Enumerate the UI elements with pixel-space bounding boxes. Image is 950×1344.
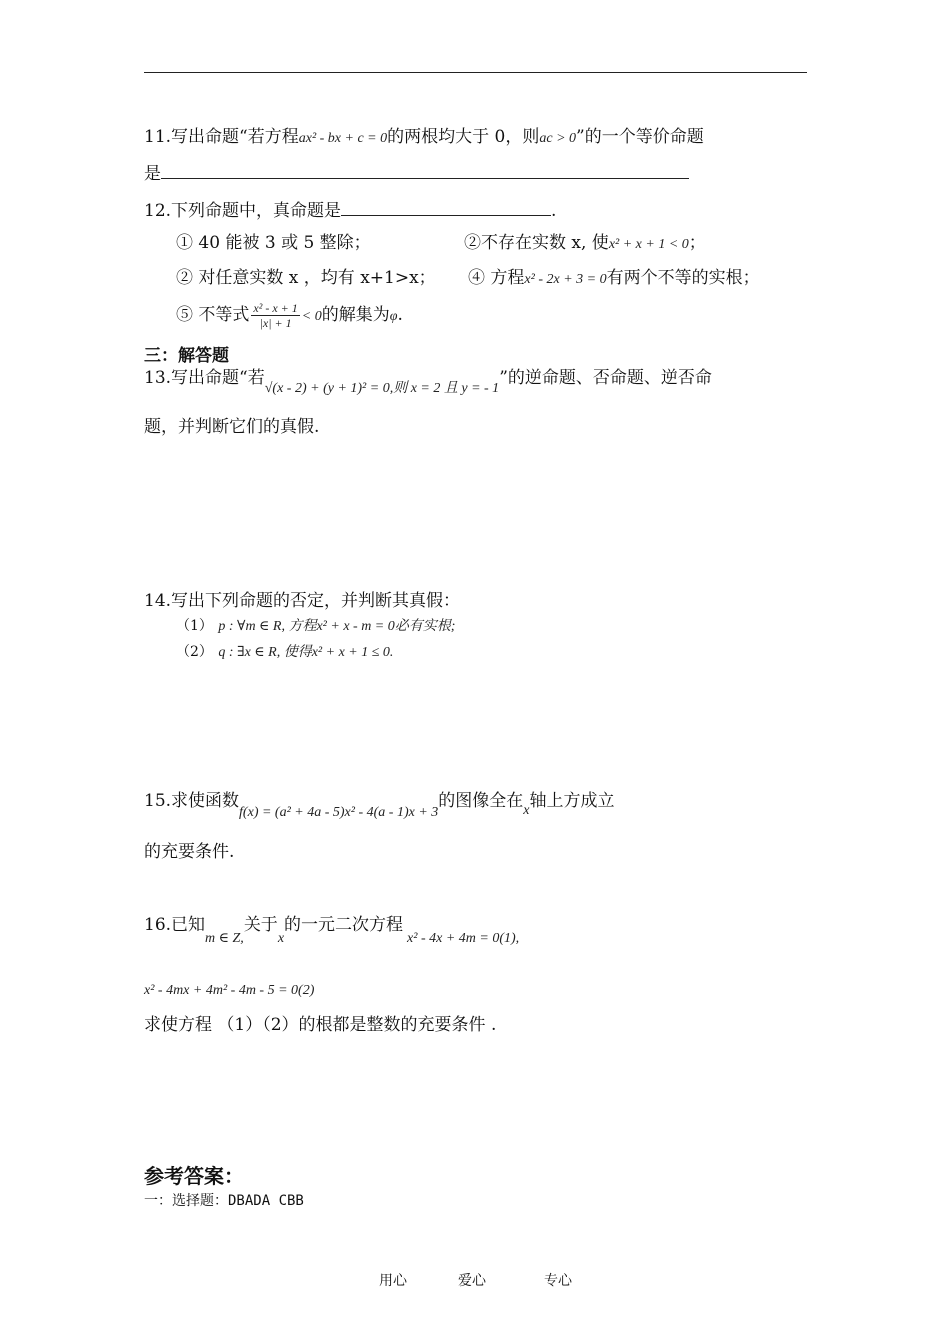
question-11-line-1 xyxy=(144,126,704,150)
q12-item-5-denominator: |x| + 1 xyxy=(259,316,292,330)
q16-text-a: 16.已知 xyxy=(144,915,206,935)
q12-stem-end: . xyxy=(551,201,557,221)
q12-item-3-text: ② 对任意实数 x ，均有 x+1>x； xyxy=(176,268,436,288)
q14-part-1-formula: p : ∀m ∈ R, 方程x² + x - m = 0必有实根; xyxy=(218,619,456,634)
header-rule xyxy=(144,72,807,73)
q12-item-5-end: . xyxy=(397,305,403,325)
question-16-line-3 xyxy=(144,1014,496,1036)
q11-text-c: ”的一个等价命题 xyxy=(576,127,704,147)
q14-part-1-label: （1） xyxy=(176,618,213,634)
q14-part-2-label: （2） xyxy=(176,644,213,660)
footer-text-2: 爱心 xyxy=(458,1273,486,1289)
q16-equation-1: x² - 4x + 4m = 0(1), xyxy=(407,931,520,946)
q12-item-5-empty-set: φ xyxy=(389,309,398,324)
q12-item-2-equation: x² + x + 1 < 0 xyxy=(608,237,689,252)
q13-text-b: ”的逆命题、否命题、逆否命 xyxy=(499,368,712,388)
question-12-stem xyxy=(144,199,556,222)
question-13-line-2 xyxy=(144,416,319,438)
q11-answer-blank[interactable] xyxy=(161,162,689,179)
q12-item-5-relation: < 0 xyxy=(301,309,322,324)
question-13-line-1 xyxy=(144,367,712,396)
q15-axis-variable: x xyxy=(523,803,530,818)
question-15-line-2 xyxy=(144,841,234,863)
q12-item-5-text: ⑤ 不等式 xyxy=(176,305,250,325)
q15-text-c: 轴上方成立 xyxy=(529,791,615,811)
q13-text-a: 13.写出命题“若 xyxy=(144,368,265,388)
answers-title: 参考答案： xyxy=(144,1164,244,1188)
q12-item-4-end: 有两个不等的实根； xyxy=(606,268,760,288)
q12-item-4 xyxy=(468,267,760,291)
q16-text-d: 求使方程 （1）（2）的根都是整数的充要条件 . xyxy=(144,1015,497,1035)
q12-item-1-text: ① 40 能被 3 或 5 整除； xyxy=(176,233,371,253)
question-16-line-2 xyxy=(144,978,314,1002)
section-3-heading: 三：解答题 xyxy=(144,346,229,366)
q14-part-1 xyxy=(176,614,455,638)
q14-stem-text: 14.写出下列命题的否定，并判断其真假： xyxy=(144,591,461,611)
q16-equation-2: x² - 4mx + 4m² - 4m - 5 = 0(2) xyxy=(144,983,315,998)
q14-part-2-formula: q : ∃x ∈ R, 使得x² + x + 1 ≤ 0. xyxy=(218,645,394,660)
q16-text-b: 关于 xyxy=(243,915,278,935)
q12-item-5-numerator: x² - x + 1 xyxy=(253,301,298,315)
q12-item-4-text: ④ 方程 xyxy=(468,268,525,288)
q15-text-a: 15.求使函数 xyxy=(144,791,240,811)
q11-equation: ax² - bx + c = 0 xyxy=(298,131,388,146)
q15-equation: f(x) = (a² + 4a - 5)x² - 4(a - 1)x + 3 xyxy=(239,805,439,820)
q11-text-a: 11.写出命题“若方程 xyxy=(144,127,299,147)
q12-item-1 xyxy=(176,232,371,254)
q12-answer-blank[interactable] xyxy=(341,199,551,216)
q12-item-2-text: ②不存在实数 x, 使 xyxy=(464,233,609,253)
question-11-line-2 xyxy=(144,162,689,185)
q12-item-4-equation: x² - 2x + 3 = 0 xyxy=(524,272,607,287)
q12-item-5-fraction xyxy=(251,301,299,330)
q13-equation: √(x - 2) + (y + 1)² = 0,则 x = 2 且 y = - 1 xyxy=(264,381,500,396)
q16-m-domain: m ∈ Z, xyxy=(205,931,244,946)
q12-item-3 xyxy=(176,267,436,289)
q14-part-2 xyxy=(176,640,393,664)
q12-item-2-end: ； xyxy=(688,233,706,253)
q12-item-2 xyxy=(464,232,706,256)
q16-text-c: 的一元二次方程 xyxy=(284,915,404,935)
q12-item-5 xyxy=(176,297,403,335)
q11-text-d: 是 xyxy=(144,164,161,184)
q12-item-5-text-b: 的解集为 xyxy=(321,305,390,325)
question-14-stem xyxy=(144,590,460,612)
footer-text-3: 专心 xyxy=(544,1273,572,1289)
q15-text-d: 的充要条件. xyxy=(144,842,235,862)
q11-text-b: 的两根均大于 0，则 xyxy=(387,127,540,147)
q13-text-c: 题，并判断它们的真假. xyxy=(144,417,320,437)
question-15-line-1 xyxy=(144,790,615,820)
q12-stem-text: 12.下列命题中，真命题是 xyxy=(144,201,342,221)
q16-variable: x xyxy=(277,931,285,946)
q11-condition: ac > 0 xyxy=(539,131,577,146)
q15-text-b: 的图像全在 xyxy=(438,791,524,811)
footer-text-1: 用心 xyxy=(379,1273,407,1289)
answers-line: 一：选择题：DBADA CBB xyxy=(144,1193,304,1209)
